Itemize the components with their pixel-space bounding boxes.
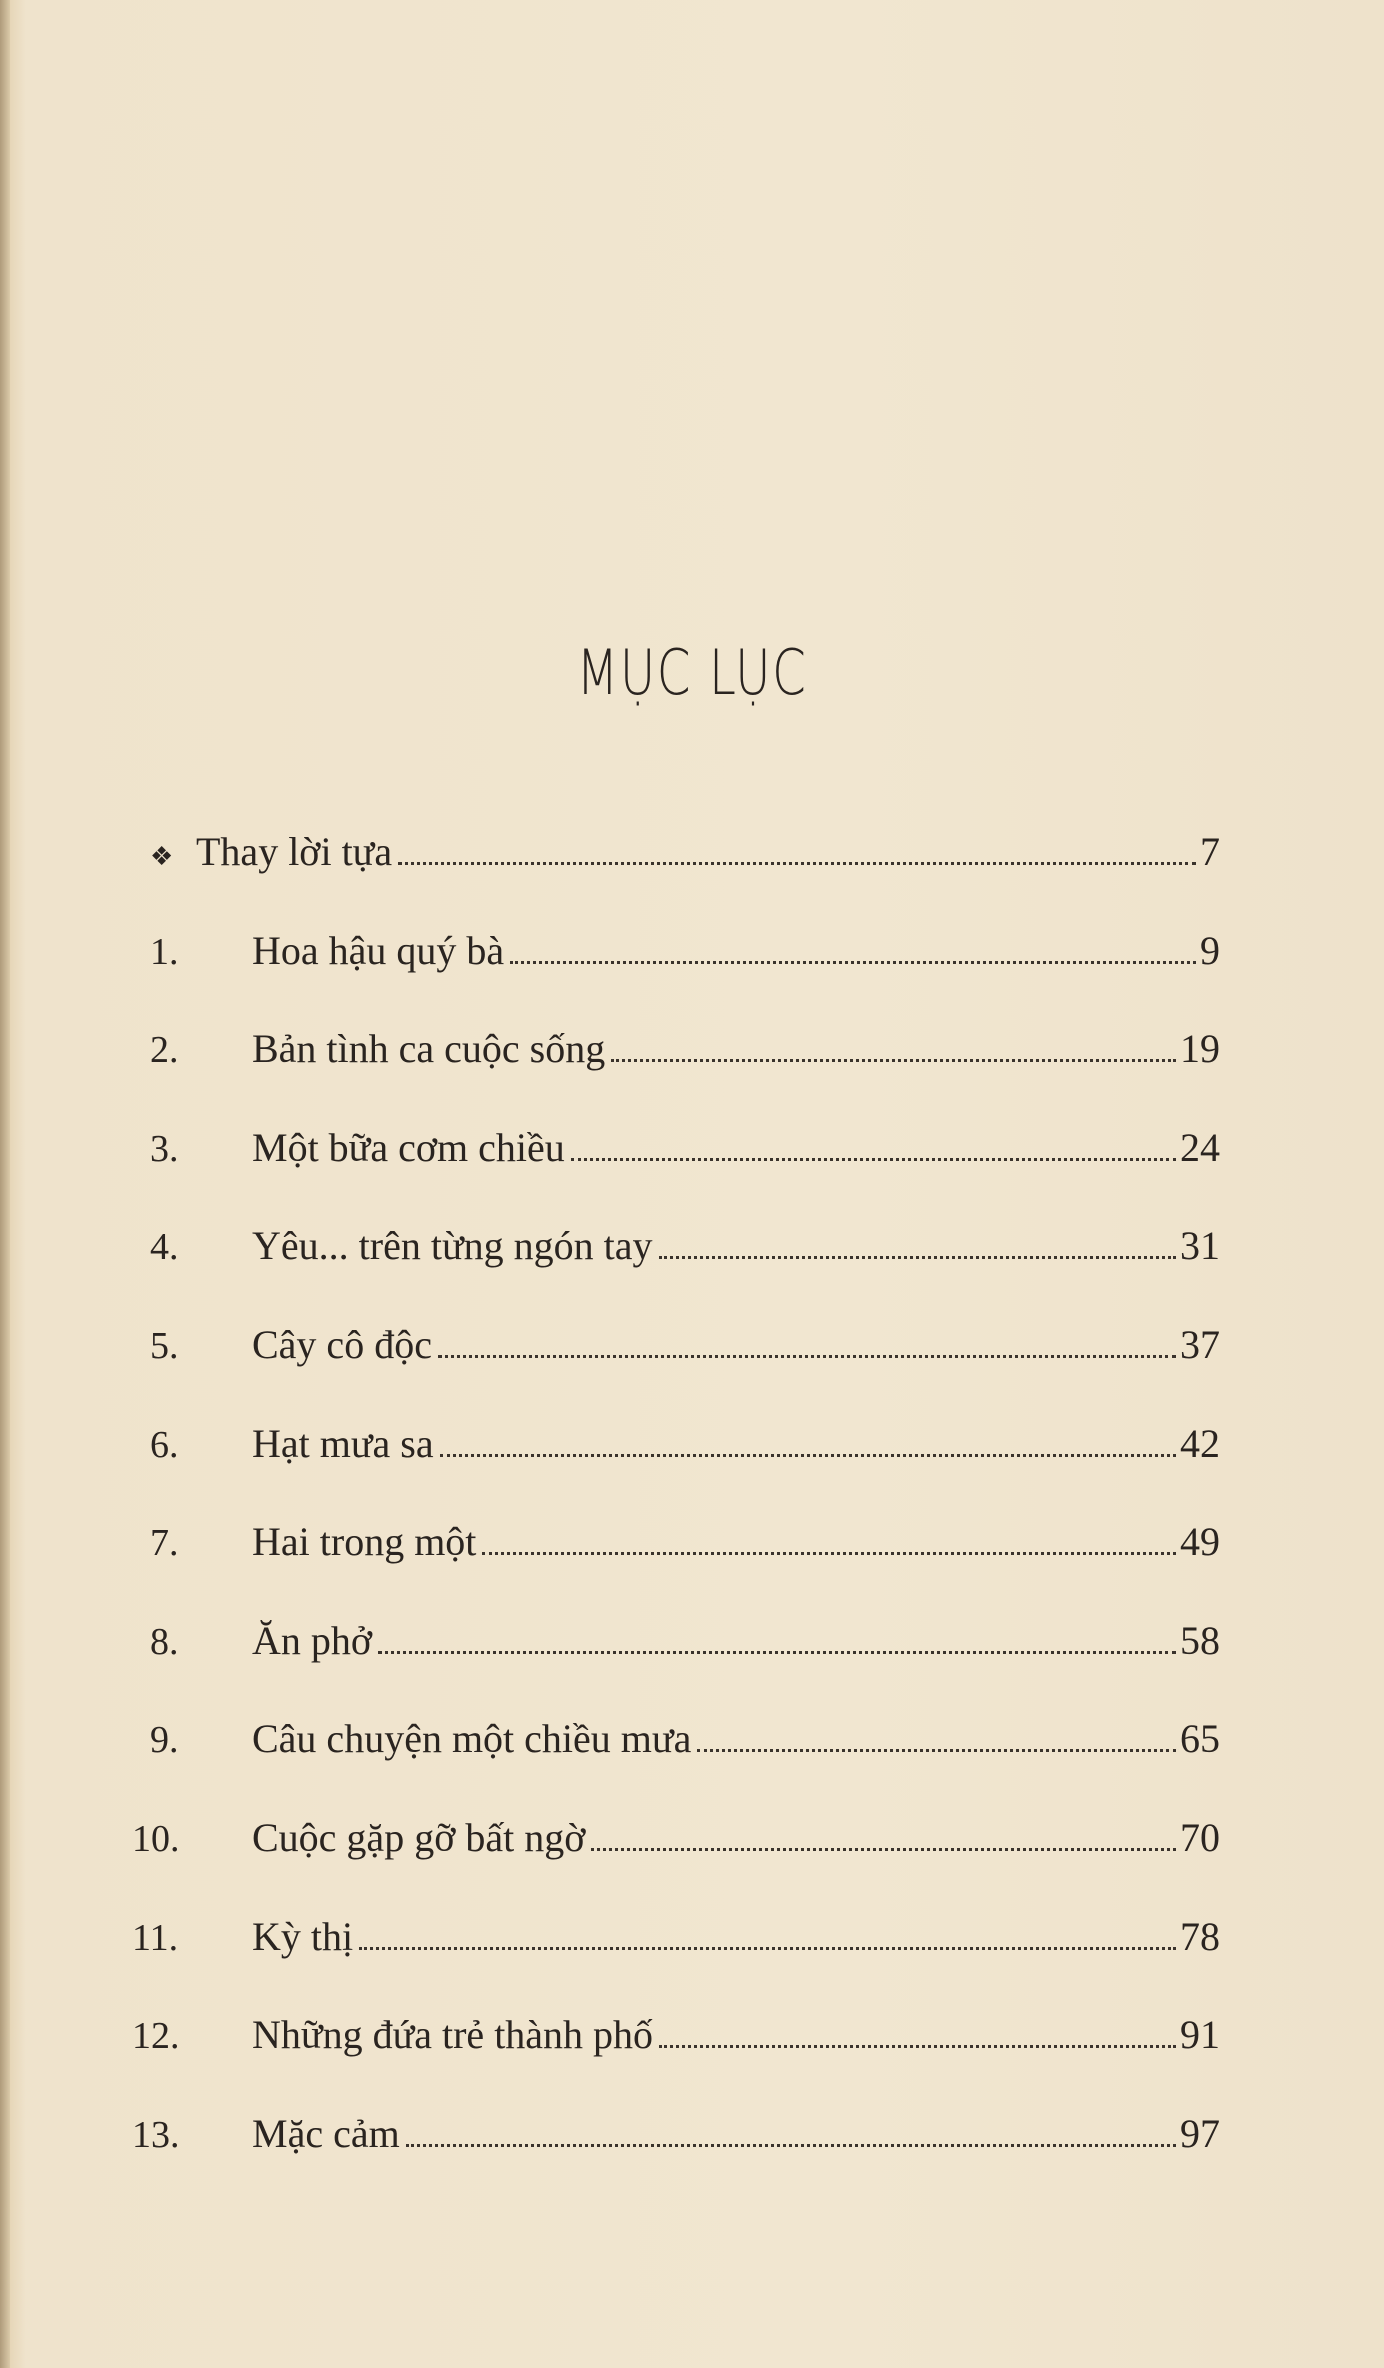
dot-leader [398,861,1196,865]
toc-entry-number: 1. [150,930,179,973]
dot-leader [591,1847,1176,1851]
toc-entry [150,1420,1220,1519]
dot-leader [440,1453,1176,1457]
toc-entry-number: 13. [132,2113,180,2156]
toc-entry-page: 65 [1180,1716,1220,1762]
dot-leader [378,1650,1176,1654]
toc-entry [150,1715,1220,1814]
toc-entry [150,1321,1220,1420]
toc-entry-number: 12. [132,2015,180,2058]
toc-entry-page: 37 [1180,1321,1220,1367]
toc-entry-title: Cây cô độc [252,1321,432,1367]
toc-entry-title: Hai trong một [252,1519,477,1565]
toc-entry-title: Hoa hậu quý bà [252,927,505,973]
toc-entry-page: 42 [1180,1420,1220,1466]
dot-leader [611,1058,1176,1062]
toc-entry-title: Thay lời tựa [196,829,393,874]
toc-entry-page: 58 [1180,1617,1220,1663]
toc-entry [150,1025,1220,1124]
toc-entry [132,2011,1220,2110]
toc-entry [150,1124,1220,1223]
toc-entry-number: 4. [150,1226,179,1269]
toc-entry-number: 8. [150,1620,179,1663]
toc-entry-number: 11. [132,1916,179,1959]
toc-entry-title: Câu chuyện một chiều mưa [252,1716,692,1762]
toc-entry-number: 7. [150,1522,179,1565]
toc-entry-title: Yêu... trên từng ngón tay [252,1223,653,1269]
toc-entry-page: 97 [1180,2110,1220,2156]
toc-entry-title: Kỳ thị [252,1913,354,1959]
toc-entry-title: Hạt mưa sa [252,1420,434,1466]
toc-entry-number: 10. [132,1817,180,1860]
toc-entry-title: Những đứa trẻ thành phố [252,2012,654,2058]
toc-entry-title: Mặc cảm [252,2110,400,2156]
toc-entry-title: Ăn phở [252,1617,373,1663]
toc-entry [132,1913,1220,2012]
toc-entry-page: 91 [1180,2012,1220,2058]
toc-entry [132,2110,1220,2209]
toc-entry-number: 5. [150,1324,179,1367]
dot-leader [659,2044,1176,2048]
dot-leader [438,1354,1176,1358]
table-of-contents [132,828,1220,2208]
toc-entry-page: 24 [1180,1124,1220,1170]
toc-entry-page: 70 [1180,1814,1220,1860]
toc-entry-page: 19 [1180,1026,1220,1072]
toc-entry [132,1814,1220,1913]
dot-leader [659,1255,1177,1259]
toc-entry-preface [150,828,1220,927]
dot-leader [510,960,1196,964]
toc-entry [150,927,1220,1026]
toc-entry-number: 2. [150,1029,179,1072]
dot-leader [571,1157,1176,1161]
toc-entry-page: 49 [1180,1519,1220,1565]
toc-entry-title: Bản tình ca cuộc sống [252,1026,606,1072]
dot-leader [359,1946,1176,1950]
page-spine-edge [0,0,10,2368]
toc-entry-page: 7 [1200,829,1220,874]
toc-entry-page: 9 [1200,927,1220,973]
toc-entry-number: 3. [150,1127,179,1170]
dot-leader [482,1551,1176,1555]
dot-leader [406,2143,1176,2147]
dot-leader [697,1748,1176,1752]
diamond-bullet-icon: ❖ [150,842,174,871]
toc-entry [150,1617,1220,1716]
page-title: MỤC LỤC [576,636,808,709]
toc-entry-title: Cuộc gặp gỡ bất ngờ [252,1814,586,1860]
toc-entry [150,1222,1220,1321]
toc-entry-number: 9. [150,1719,179,1762]
toc-entry-number: 6. [150,1423,179,1466]
toc-entry [150,1518,1220,1617]
toc-entry-page: 31 [1180,1223,1220,1269]
toc-entry-page: 78 [1180,1913,1220,1959]
toc-entry-title: Một bữa cơm chiều [252,1124,565,1170]
